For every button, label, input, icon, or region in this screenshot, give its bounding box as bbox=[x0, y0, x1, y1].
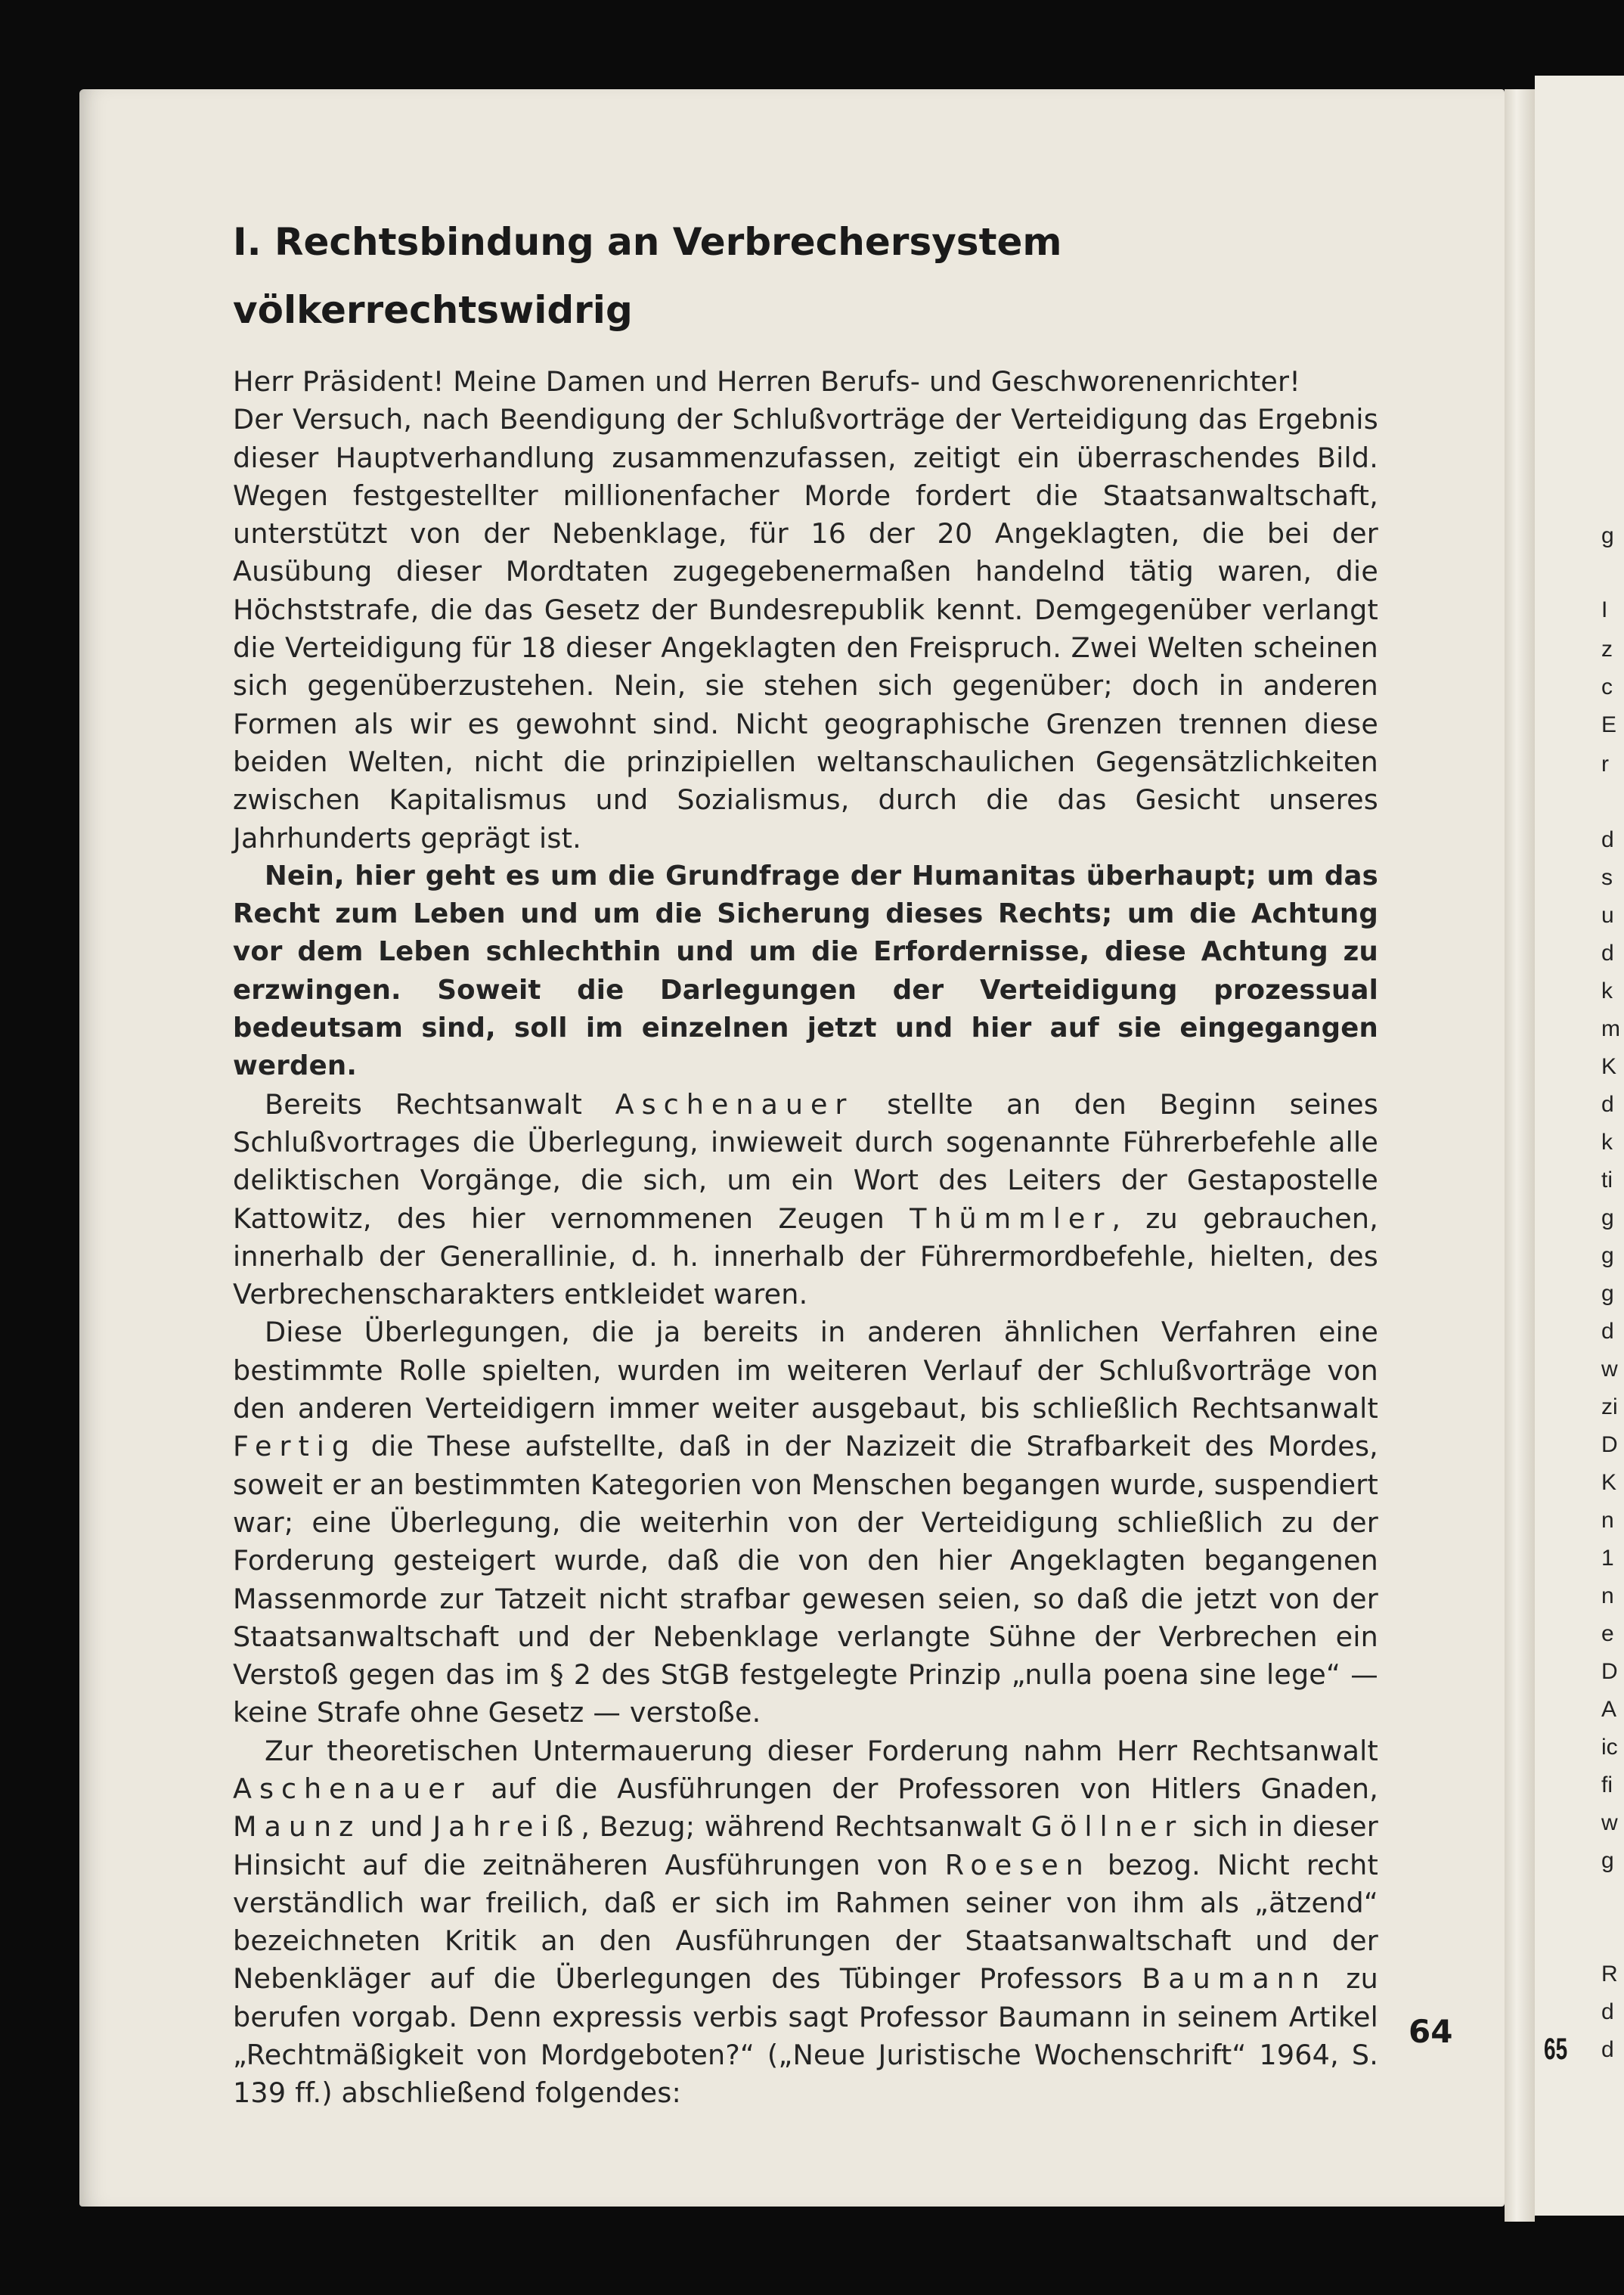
next-page-fragment: d bbox=[1601, 827, 1614, 852]
next-page-fragment: K bbox=[1601, 1470, 1617, 1495]
text-run: stellte an den Beginn seines Schlußvortrages die Überlegung, inwieweit durch sogenannte Führerbefehle alle deliktischen Vorgänge, die sich, um ein Wort des Leiters der Gestapostelle Kattowitz, des hier vernommenen Zeugen bbox=[233, 1087, 1378, 1235]
next-page-fragment: m bbox=[1601, 1016, 1620, 1041]
paragraph-salutation: Herr Präsident! Meine Damen und Herren Berufs- und Geschworenenrichter! bbox=[233, 365, 1301, 398]
text-run: auf die Ausführungen der Professoren von Hitlers Gnaden, bbox=[471, 1772, 1378, 1805]
spaced-name: Göllner bbox=[1030, 1810, 1184, 1844]
next-page-fragment: r bbox=[1601, 752, 1609, 777]
text-run: Diese Überlegungen, die ja bereits in anderen ähnlichen Verfahren eine bestimmte Rolle spielten, wurden im weiteren Verlauf der Schlußvorträge von den anderen Verteidigern immer weiter ausgebaut, bis schließlich Rechtsanwalt bbox=[233, 1316, 1378, 1425]
spaced-name: Jahreiß bbox=[432, 1810, 581, 1844]
spaced-name: Maunz bbox=[233, 1810, 361, 1844]
page-gutter bbox=[1505, 89, 1535, 2222]
chapter-heading bbox=[233, 208, 1367, 344]
next-page-fragment: R bbox=[1601, 1962, 1618, 1986]
text-run: und bbox=[361, 1810, 433, 1844]
paragraph-baumann bbox=[233, 1732, 1378, 2113]
next-page-fragment: d bbox=[1601, 1319, 1614, 1344]
next-page-fragment: n bbox=[1601, 1583, 1614, 1608]
paragraph-introduction: Der Versuch, nach Beendigung der Schlußvorträge der Verteidigung das Ergebnis dieser Hauptverhandlung zusammenzufassen, zeitigt ein überraschendes Bild. Wegen festgestellter millionenfacher Morde fordert die Staatsanwaltschaft, unterstützt von der Nebenklage, für 16 der 20 Angeklagten, die bei der Ausübung dieser Mordtaten zugegebenermaßen handelnd tätig waren, die Höchststrafe, die das Gesetz der Bundesrepublik kennt. Demgegenüber verlangt die Verteidigung für 18 dieser Angeklagten den Freispruch. Zwei Welten scheinen sich gegenüberzustehen. Nein, sie stehen sich gegenüber; doch in anderen Formen als wir es gewohnt sind. Nicht geographische Grenzen trennen diese beiden Welten, nicht die prinzipiellen weltanschaulichen Gegensätzlichkeiten zwischen Kapitalismus und Sozialismus, durch die das Gesicht unseres Jahrhunderts geprägt ist. bbox=[233, 403, 1378, 854]
next-page-fragment: c bbox=[1601, 675, 1613, 699]
next-page-fragment: A bbox=[1601, 1697, 1617, 1722]
next-page-fragment: fi bbox=[1601, 1772, 1613, 1797]
spaced-name: Baumann bbox=[1142, 1962, 1327, 1996]
next-page-fragment: g bbox=[1601, 1243, 1614, 1268]
text-run: , Bezug; während Rechtsanwalt bbox=[581, 1810, 1031, 1844]
next-page-fragment: zi bbox=[1601, 1394, 1618, 1419]
next-page-fragment: d bbox=[1601, 1092, 1614, 1117]
next-page-fragment: z bbox=[1601, 637, 1613, 662]
next-page-fragment: D bbox=[1601, 1432, 1618, 1457]
next-page-fragment: d bbox=[1601, 2037, 1614, 2062]
text-run: , zu gebrauchen, innerhalb der Generallinie, d. h. innerhalb der Führermordbefehle, hielten, des Verbrechenscharakters entkleidet waren. bbox=[233, 1202, 1378, 1311]
text-run: zu berufen vorgab. Denn expressis verbis sagt Professor Baumann in seinem Artikel „Rechtmäßigkeit von Mordgeboten?“ („Neue Juristische Wochenschrift“ 1964, S. 139 ff.) abschließend folgendes: bbox=[233, 1962, 1378, 2110]
next-page-fragment: ic bbox=[1601, 1735, 1618, 1760]
next-page-fragment: ti bbox=[1601, 1168, 1613, 1192]
next-page-fragment: K bbox=[1601, 1054, 1617, 1079]
next-page-fragment: k bbox=[1601, 1130, 1613, 1155]
spaced-name: Aschenauer bbox=[233, 1772, 472, 1805]
spaced-name: Fertig bbox=[233, 1430, 358, 1463]
next-page-fragment: E bbox=[1601, 712, 1617, 737]
next-page-fragment: I bbox=[1601, 597, 1608, 622]
next-page-fragment: u bbox=[1601, 903, 1614, 928]
next-page-fragment: n bbox=[1601, 1508, 1614, 1533]
page-number: 64 bbox=[1409, 2013, 1453, 2050]
body-text bbox=[233, 363, 1378, 2113]
next-page-fragment: k bbox=[1601, 978, 1613, 1003]
paragraph-fertig bbox=[233, 1313, 1378, 1732]
chapter-heading-line-2: völkerrechtswidrig bbox=[233, 288, 633, 332]
next-page-number: 65 bbox=[1544, 2033, 1568, 2066]
next-page-fragment: w bbox=[1601, 1357, 1618, 1382]
text-run: bezog. Nicht recht verständlich war freilich, daß er sich im Rahmen seiner von ihm als „ätzend“ bezeichneten Kritik an den Ausführungen der Staatsanwaltschaft und der Nebenkläger auf die Überlegungen des Tübinger Professors bbox=[233, 1848, 1378, 1996]
next-page-fragment: g bbox=[1601, 1848, 1614, 1873]
next-page-fragment: w bbox=[1601, 1810, 1618, 1835]
book-page-right bbox=[1535, 76, 1624, 2216]
spaced-name: Aschenauer bbox=[615, 1087, 854, 1121]
text-run: sich in dieser Hinsicht auf die zeitnäheren Ausführungen von bbox=[233, 1810, 1379, 1881]
paragraph-humanitas: Nein, hier geht es um die Grundfrage der Humanitas überhaupt; um das Recht zum Leben und um die Sicherung dieses Rechts; um die Achtung vor dem Leben schlechthin und um die Erfordernisse, diese Achtung zu erzwingen. Soweit die Darlegungen der Verteidigung prozessual bedeutsam sind, soll im einzelnen jetzt und hier auf sie eingegangen werden. bbox=[233, 860, 1378, 1082]
text-run: Bereits Rechtsanwalt bbox=[265, 1087, 615, 1121]
spaced-name: Roesen bbox=[944, 1848, 1091, 1881]
paragraph-aschenauer bbox=[233, 1086, 1378, 1314]
next-page-fragment: e bbox=[1601, 1621, 1614, 1646]
text-run: die These aufstellte, daß in der Nazizeit die Strafbarkeit des Mordes, soweit er an bestimmten Kategorien von Menschen begangen wurde, suspendiert war; eine Überlegung, die weiterhin von der Verteidigung schließlich zu der Forderung gesteigert wurde, daß die von den hier Angeklagten begangenen Massenmorde zur Tatzeit nicht strafbar gewesen seien, so daß die jetzt von der Staatsanwaltschaft und der Nebenklage verlangte Sühne der Verbrechen ein Verstoß gegen das im § 2 des StGB festgelegte Prinzip „nulla poena sine lege“ — keine Strafe ohne Gesetz — verstoße. bbox=[233, 1430, 1378, 1729]
spaced-name: Thümmler bbox=[910, 1202, 1112, 1235]
next-page-fragment: g bbox=[1601, 523, 1614, 548]
text-run: Zur theoretischen Untermauerung dieser Forderung nahm Herr Rechtsanwalt bbox=[265, 1734, 1378, 1767]
next-page-fragment: d bbox=[1601, 1999, 1614, 2024]
next-page-fragment: D bbox=[1601, 1659, 1618, 1684]
next-page-fragment: g bbox=[1601, 1281, 1614, 1306]
next-page-fragment: d bbox=[1601, 941, 1614, 966]
next-page-fragment: 1 bbox=[1601, 1546, 1614, 1571]
next-page-fragment: g bbox=[1601, 1205, 1614, 1230]
next-page-fragment: s bbox=[1601, 865, 1613, 890]
chapter-heading-line-1: I. Rechtsbindung an Verbrechersystem bbox=[233, 220, 1062, 264]
